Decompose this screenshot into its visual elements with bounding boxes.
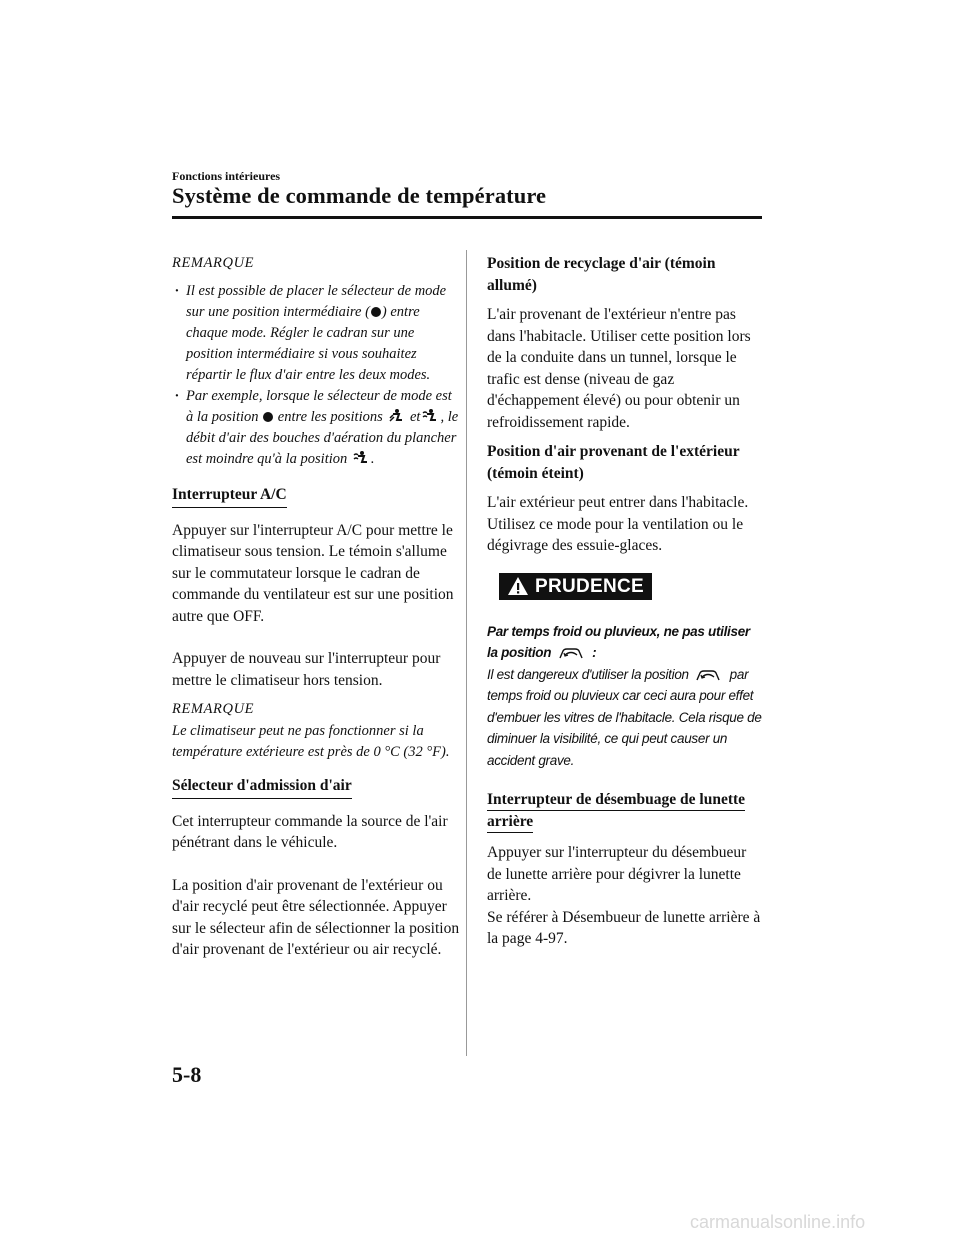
recirc-subheading: Position de recyclage d'air (témoin allumé) [487, 255, 716, 294]
ac-paragraph-1: Appuyer sur l'interrupteur A/C pour mettre le climatiseur sous tension. Le témoin s'allume sur le commutateur lorsque le cadran de commande du ventilateur est sur une position autre que OFF. [172, 521, 454, 625]
caution-bold-text: Par temps froid ou pluvieux, ne pas utiliser la position [487, 623, 750, 661]
watermark: carmanualsonline.info [690, 1212, 866, 1232]
page-number: 5-8 [172, 1062, 202, 1087]
floor-defrost-icon [422, 408, 438, 424]
caution-label: PRUDENCE [535, 575, 645, 597]
note-title: REMARQUE [172, 701, 255, 717]
ac-switch-heading: Interrupteur A/C [172, 485, 287, 508]
title-rule [172, 216, 762, 219]
note-item [172, 386, 460, 470]
caution-text [487, 621, 763, 772]
outside-air-subheading: Position d'air provenant de l'extérieur (témoin éteint) [487, 443, 740, 482]
note-text: Par exemple, lorsque le sélecteur de mode est à la position [186, 387, 452, 425]
section-label: Fonctions intérieures [172, 169, 281, 183]
air-paragraph-2: La position d'air provenant de l'extérieur ou d'air recyclé peut être sélectionnée. Appuyer sur le sélecteur afin de sélectionner la position d'air provenant de l'extérieur ou air recyclé. [172, 876, 460, 958]
defog-paragraph-1: Appuyer sur l'interrupteur du désembueur de lunette arrière pour dégivrer la lunette arrière. [487, 844, 747, 905]
air-paragraph-1: Cet interrupteur commande la source de l'air pénétrant dans le véhicule. [172, 812, 448, 851]
note-text: Le climatiseur peut ne pas fonctionner si la température extérieure est près de 0 °C (32 °F). [172, 722, 450, 760]
caution-bold-text: : [592, 645, 597, 661]
floor-vent-icon [388, 408, 404, 424]
note-text: Il est possible de placer le sélecteur de mode sur une position intermédiaire ( [186, 282, 447, 320]
warning-icon [507, 576, 529, 596]
column-divider [466, 250, 467, 1056]
caution-body: par temps froid ou pluvieux car ceci aura pour effet d'embuer les vitres de l'habitacle. Cela risque de diminuer la visibilité, ce qui peut causer un accident grave. [487, 666, 762, 768]
right-column [487, 253, 763, 950]
rear-defog-heading: Interrupteur de désembuage de lunette arrière [487, 791, 745, 833]
air-intake-heading: Sélecteur d'admission d'air [172, 776, 352, 799]
note-text: entre les positions [277, 408, 383, 425]
caution-body: Il est dangereux d'utiliser la position [487, 666, 689, 682]
recirculation-icon [557, 646, 587, 660]
note-text: et [410, 408, 421, 425]
note-text: . [370, 450, 375, 467]
dot-icon [263, 412, 273, 422]
defog-paragraph-2: Se référer à Désembueur de lunette arrière à la page 4-97. [487, 908, 761, 948]
dot-icon [371, 307, 381, 317]
note-text: , le débit d'air des bouches d'aération du plancher est moindre qu'à la position [186, 408, 459, 467]
floor-defrost-icon [353, 450, 369, 466]
recirculation-icon [694, 668, 724, 682]
note-item [172, 281, 460, 386]
note-text: ) entre chaque mode. Régler le cadran sur une position intermédiaire si vous souhaitez répartir le flux d'air entre les deux modes. [186, 303, 431, 383]
caution-badge [499, 573, 652, 601]
recirc-paragraph: L'air provenant de l'extérieur n'entre pas dans l'habitacle. Utiliser cette position lors de la conduite dans un tunnel, lorsque le trafic est dense (niveau de gaz d'échappement élevé) ou pour obtenir un refroidissement rapide. [487, 306, 751, 431]
page-title: Système de commande de température [172, 183, 547, 208]
left-column [172, 253, 460, 961]
outside-air-paragraph: L'air extérieur peut entrer dans l'habitacle. Utilisez ce mode pour la ventilation ou le dégivrage des essuie-glaces. [487, 494, 749, 554]
note-list [172, 281, 460, 470]
ac-paragraph-2: Appuyer de nouveau sur l'interrupteur pour mettre le climatiseur hors tension. [172, 650, 441, 689]
note-title: REMARQUE [172, 255, 255, 271]
